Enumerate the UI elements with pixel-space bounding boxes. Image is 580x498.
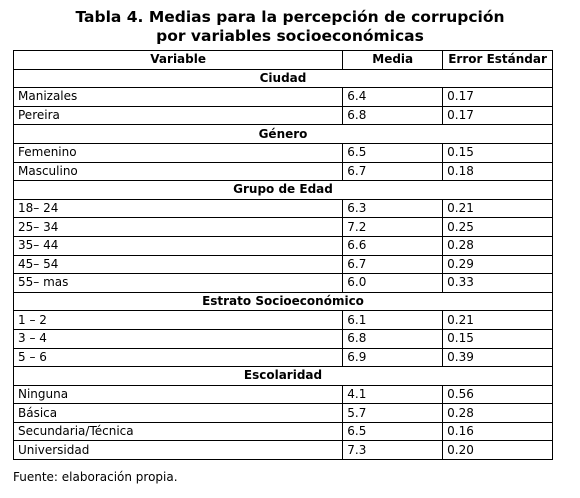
media-cell: 6.5 bbox=[343, 422, 443, 441]
variable-cell: Universidad bbox=[14, 441, 343, 460]
source-note: Fuente: elaboración propia. bbox=[13, 470, 178, 484]
table-row bbox=[14, 218, 553, 237]
error-cell: 0.20 bbox=[443, 441, 553, 460]
variable-cell: Pereira bbox=[14, 106, 343, 125]
error-cell: 0.29 bbox=[443, 255, 553, 274]
variable-cell: 35– 44 bbox=[14, 236, 343, 255]
media-cell: 6.4 bbox=[343, 88, 443, 107]
error-cell: 0.15 bbox=[443, 329, 553, 348]
error-cell: 0.21 bbox=[443, 311, 553, 330]
media-cell: 5.7 bbox=[343, 404, 443, 423]
table-row bbox=[14, 236, 553, 255]
media-cell: 6.3 bbox=[343, 199, 443, 218]
table-row bbox=[14, 329, 553, 348]
table-row bbox=[14, 255, 553, 274]
variable-cell: Femenino bbox=[14, 143, 343, 162]
variable-cell: 1 – 2 bbox=[14, 311, 343, 330]
media-cell: 6.7 bbox=[343, 255, 443, 274]
error-cell: 0.18 bbox=[443, 162, 553, 181]
error-cell: 0.28 bbox=[443, 236, 553, 255]
table-row bbox=[14, 385, 553, 404]
media-cell: 4.1 bbox=[343, 385, 443, 404]
section-heading: Género bbox=[14, 125, 553, 144]
data-table bbox=[13, 50, 553, 460]
media-cell: 6.6 bbox=[343, 236, 443, 255]
section-heading: Escolaridad bbox=[14, 367, 553, 386]
media-cell: 6.7 bbox=[343, 162, 443, 181]
table-row bbox=[14, 88, 553, 107]
media-cell: 6.1 bbox=[343, 311, 443, 330]
variable-cell: Secundaria/Técnica bbox=[14, 422, 343, 441]
error-cell: 0.15 bbox=[443, 143, 553, 162]
variable-cell: 25– 34 bbox=[14, 218, 343, 237]
table-row bbox=[14, 348, 553, 367]
media-cell: 6.9 bbox=[343, 348, 443, 367]
table-row bbox=[14, 162, 553, 181]
header-variable: Variable bbox=[14, 51, 343, 70]
header-row bbox=[14, 51, 553, 70]
table-title bbox=[0, 8, 580, 46]
table-row bbox=[14, 199, 553, 218]
table-title-line-1: Tabla 4. Medias para la percepción de corrupción bbox=[75, 8, 505, 26]
media-cell: 7.2 bbox=[343, 218, 443, 237]
media-cell: 6.5 bbox=[343, 143, 443, 162]
error-cell: 0.25 bbox=[443, 218, 553, 237]
header-media: Media bbox=[343, 51, 443, 70]
section-row bbox=[14, 181, 553, 200]
section-row bbox=[14, 125, 553, 144]
error-cell: 0.17 bbox=[443, 88, 553, 107]
table-row bbox=[14, 143, 553, 162]
variable-cell: 45– 54 bbox=[14, 255, 343, 274]
media-cell: 6.8 bbox=[343, 106, 443, 125]
variable-cell: 18– 24 bbox=[14, 199, 343, 218]
section-heading: Estrato Socioeconómico bbox=[14, 292, 553, 311]
error-cell: 0.56 bbox=[443, 385, 553, 404]
section-heading: Ciudad bbox=[14, 69, 553, 88]
variable-cell: 3 – 4 bbox=[14, 329, 343, 348]
media-cell: 7.3 bbox=[343, 441, 443, 460]
variable-cell: 5 – 6 bbox=[14, 348, 343, 367]
table-row bbox=[14, 274, 553, 293]
error-cell: 0.39 bbox=[443, 348, 553, 367]
error-cell: 0.33 bbox=[443, 274, 553, 293]
section-row bbox=[14, 69, 553, 88]
error-cell: 0.28 bbox=[443, 404, 553, 423]
error-cell: 0.17 bbox=[443, 106, 553, 125]
error-cell: 0.21 bbox=[443, 199, 553, 218]
variable-cell: Manizales bbox=[14, 88, 343, 107]
variable-cell: Masculino bbox=[14, 162, 343, 181]
table-body bbox=[14, 69, 553, 459]
error-cell: 0.16 bbox=[443, 422, 553, 441]
table-row bbox=[14, 441, 553, 460]
variable-cell: Básica bbox=[14, 404, 343, 423]
table-row bbox=[14, 106, 553, 125]
table-row bbox=[14, 404, 553, 423]
variable-cell: Ninguna bbox=[14, 385, 343, 404]
section-heading: Grupo de Edad bbox=[14, 181, 553, 200]
table-row bbox=[14, 311, 553, 330]
section-row bbox=[14, 292, 553, 311]
table-title-line-2: por variables socioeconómicas bbox=[156, 27, 424, 45]
variable-cell: 55– mas bbox=[14, 274, 343, 293]
table-row bbox=[14, 422, 553, 441]
media-cell: 6.8 bbox=[343, 329, 443, 348]
media-cell: 6.0 bbox=[343, 274, 443, 293]
section-row bbox=[14, 367, 553, 386]
header-error-estandar: Error Estándar bbox=[443, 51, 553, 70]
